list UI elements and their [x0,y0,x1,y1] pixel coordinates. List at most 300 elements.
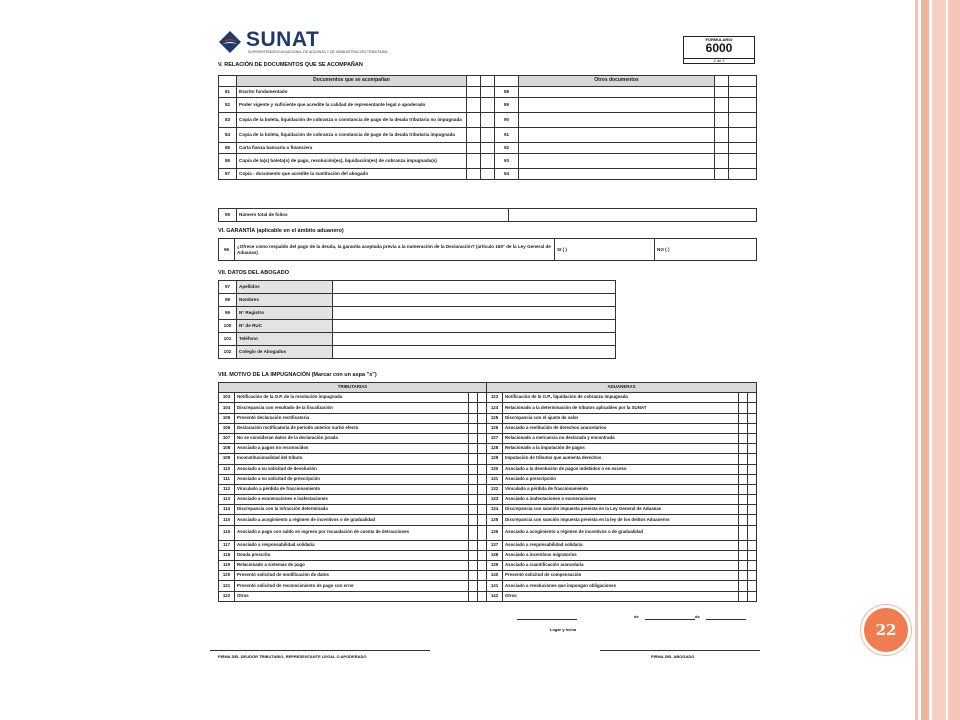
table-row [219,540,757,550]
row-label: Presentó solicitud de reconocimiento de pago con error [235,581,469,591]
row-label: Asociado a pagos no reconocidos [235,444,469,454]
checkbox-cell[interactable] [481,169,495,180]
signature-line [517,619,577,620]
row-code: 130 [487,464,503,474]
checkbox-cell[interactable] [739,444,748,454]
table-row [219,495,757,505]
row-label: Copia - documento que acredite la sustitución del abogado [237,169,467,180]
row-label: Vinculado a pérdida de fraccionamiento [235,484,469,494]
row-label: Copia de la boleta, liquidación de cobranza o constancia de pago de la deuda tributaria no impugnada [237,113,467,128]
taxpayer-signature-label: FIRMA DEL DEUDOR TRIBUTARIO, REPRESENTANTE LEGAL O APODERADO [218,654,367,659]
row-label: Escrito fundamentado [237,87,467,98]
row-code: 137 [487,540,503,550]
row-code: 140 [487,571,503,581]
row-label: Asociado a su solicitud de prescripción [235,474,469,484]
row-code: 138 [487,550,503,560]
checkbox-cell[interactable] [481,154,495,169]
row-code: 108 [219,444,235,454]
row-label: Asociado a cuantificación arancelaria [503,561,739,571]
checkbox-cell[interactable] [748,591,757,601]
right-decoration-stripe [915,0,918,720]
row-label: Asociado a responsabilidad solidaria [235,540,469,550]
checkbox-cell[interactable] [478,515,487,525]
text-field-cell[interactable] [333,346,616,359]
row-code: 121 [219,581,235,591]
checkbox-cell[interactable] [748,464,757,474]
row-code: 134 [487,505,503,515]
checkbox-cell[interactable] [739,393,748,403]
row-label: Presentó declaración rectificatoria [235,413,469,423]
table-row [219,423,757,433]
checkbox-cell[interactable] [739,550,748,560]
row-label: Relacionado a la imputación de pagos [503,444,739,454]
row-code: 86 [219,154,237,169]
checkbox-cell[interactable] [715,143,729,154]
checkbox-cell[interactable] [748,515,757,525]
row-code: 114 [219,505,235,515]
signature-line [645,619,695,620]
text-field-cell[interactable] [519,128,715,143]
guarantee-table [218,238,757,261]
row-code: 124 [487,403,503,413]
checkbox-cell[interactable] [748,505,757,515]
checkbox-cell[interactable] [469,423,478,433]
checkbox-cell[interactable] [478,505,487,515]
right-decoration-stripe [948,0,960,720]
row-code: 105 [219,413,235,423]
checkbox-cell[interactable] [748,550,757,560]
checkbox-cell[interactable] [469,454,478,464]
signature-line [210,650,430,651]
row-code: 104 [219,403,235,413]
table-row [219,209,757,222]
text-field-cell[interactable] [333,294,616,307]
checkbox-cell[interactable] [481,113,495,128]
checkbox-cell[interactable] [739,474,748,484]
checkbox-cell[interactable] [739,505,748,515]
row-label: Asociado a pago con saldo en ingreso por recaudación de cuenta de detracciones [235,525,469,540]
row-code: 112 [219,484,235,494]
row-label: Asociado a exoneraciones e inafectaciones [235,495,469,505]
row-label: Deuda prescrita [235,550,469,560]
table-row [219,154,757,169]
checkbox-cell[interactable] [739,403,748,413]
row-code: 109 [219,454,235,464]
text-field-cell[interactable] [333,320,616,333]
table-row [219,484,757,494]
checkbox-cell[interactable] [478,525,487,540]
row-code: 117 [219,540,235,550]
checkbox-cell[interactable] [739,540,748,550]
checkbox-cell[interactable] [748,495,757,505]
checkbox-cell[interactable] [469,393,478,403]
row-code: 96 [219,239,235,261]
checkbox-cell[interactable] [467,128,481,143]
checkbox-cell[interactable] [478,433,487,443]
row-code: 82 [219,98,237,113]
form-page [198,20,773,700]
table-header: Documentos que se acompañan [237,76,467,87]
lawyer-data-table [218,280,616,359]
table-cell [467,76,481,87]
text-field-cell[interactable] [519,113,715,128]
row-label: Poder vigente y suficiente que acredite la calidad de representante legal o apoderado [237,98,467,113]
row-label: Teléfono [237,333,333,346]
table-row [219,294,616,307]
checkbox-cell[interactable] [748,423,757,433]
checkbox-cell[interactable] [739,433,748,443]
row-code: 90 [495,113,519,128]
checkbox-cell[interactable] [748,444,757,454]
row-code: 139 [487,561,503,571]
table-row [219,113,757,128]
checkbox-cell[interactable] [715,87,729,98]
form-code-number: 6000 [705,41,733,56]
table-header: Otros documentos [519,76,715,87]
row-code: 136 [487,525,503,540]
row-code: 95 [219,209,237,222]
checkbox-cell[interactable] [729,169,757,180]
row-label: Número total de folios [237,209,509,222]
row-label: Presentó solicitud de modificación de datos [235,571,469,581]
table-row [219,581,757,591]
table-row [219,169,757,180]
table-row [219,403,757,413]
row-code: 94 [495,169,519,180]
row-label: Asociado a prescripción [503,474,739,484]
row-label: Nombres [237,294,333,307]
checkbox-cell[interactable] [478,403,487,413]
row-label: Declaración rectificatoria de periodo anterior surtió efecto [235,423,469,433]
row-code: 128 [487,444,503,454]
row-code: 91 [495,128,519,143]
checkbox-cell[interactable] [748,484,757,494]
row-label: Notificación de la O.P., liquidación de cobranza impugnada [503,393,739,403]
checkbox-cell[interactable] [467,154,481,169]
guarantee-question: ¿Ofrece como respaldo del pago de la deuda, la garantía aceptada previa a la numeración de la Declaración? (artículo 160° de la Ley General de Aduanas) [235,239,555,261]
row-label: N° Registro [237,307,333,320]
row-label: Discrepancia con la infracción determinada [235,505,469,515]
checkbox-cell[interactable] [748,403,757,413]
table-header-row [219,76,757,87]
signature-line [600,650,760,651]
checkbox-cell[interactable] [748,433,757,443]
table-cell [715,76,729,87]
row-code: 125 [487,413,503,423]
checkbox-cell[interactable] [739,413,748,423]
row-code: 98 [219,294,237,307]
row-code: 116 [219,525,235,540]
table-row [219,464,757,474]
row-label: Asociado a la devolución de pagos indebidos o en exceso [503,464,739,474]
table-row [219,571,757,581]
row-label: Relacionado a sistemas de pago [235,561,469,571]
checkbox-cell[interactable] [729,143,757,154]
checkbox-cell[interactable] [729,87,757,98]
place-and-date-label: Lugar y fecha [550,627,577,632]
challenge-reasons-table [218,382,757,602]
checkbox-cell[interactable] [739,464,748,474]
table-row [219,413,757,423]
checkbox-cell[interactable] [478,571,487,581]
checkbox-cell[interactable] [739,561,748,571]
slide-page-number: 22 [861,605,911,655]
checkbox-cell[interactable] [748,454,757,464]
row-code: 135 [487,515,503,525]
table-row [219,591,757,601]
row-code: 85 [219,143,237,154]
table-header: TRIBUTARIAS [219,383,487,393]
checkbox-cell[interactable] [729,154,757,169]
checkbox-cell[interactable] [481,98,495,113]
checkbox-cell[interactable] [715,98,729,113]
checkbox-cell[interactable] [478,413,487,423]
no-option[interactable]: NO ( ) [655,239,757,261]
checkbox-cell[interactable] [481,143,495,154]
table-row [219,98,757,113]
table-row [219,307,616,320]
checkbox-cell[interactable] [739,454,748,464]
table-row [219,505,757,515]
row-code: 102 [219,346,237,359]
table-row [219,320,616,333]
checkbox-cell[interactable] [729,113,757,128]
checkbox-cell[interactable] [715,154,729,169]
checkbox-cell[interactable] [748,571,757,581]
checkbox-cell[interactable] [469,444,478,454]
row-label: Vinculado a pérdida de fraccionamiento [503,484,739,494]
text-field-cell[interactable] [519,169,715,180]
table-row [219,525,757,540]
row-code: 127 [487,433,503,443]
table-row [219,128,757,143]
table-row [219,87,757,98]
checkbox-cell[interactable] [467,87,481,98]
sunat-logo-mark-icon [218,30,242,54]
text-field-cell[interactable] [519,87,715,98]
table-header: ADUANERAS [487,383,757,393]
checkbox-cell[interactable] [739,484,748,494]
row-code: 122 [219,591,235,601]
row-code: 118 [219,550,235,560]
row-code: 84 [219,128,237,143]
row-label: Asociado a incentivos migratorios [503,550,739,560]
row-label: Relacionado a la determinación de tributos aplicables por la SUNAT [503,403,739,413]
checkbox-cell[interactable] [478,454,487,464]
row-label: Otros [503,591,739,601]
checkbox-cell[interactable] [469,474,478,484]
checkbox-cell[interactable] [469,525,478,540]
checkbox-cell[interactable] [469,413,478,423]
section-title: V. RELACIÓN DE DOCUMENTOS QUE SE ACOMPAÑAN [218,62,363,68]
checkbox-cell[interactable] [739,423,748,433]
checkbox-cell[interactable] [715,169,729,180]
checkbox-cell[interactable] [748,474,757,484]
text-field-cell[interactable] [519,154,715,169]
text-field-cell[interactable] [333,307,616,320]
section-title: VI. GARANTÍA (aplicable en el ámbito aduanero) [218,228,344,234]
row-label: Inconstitucionalidad del tributo [235,454,469,464]
row-code: 92 [495,143,519,154]
checkbox-cell[interactable] [469,515,478,525]
checkbox-cell[interactable] [739,515,748,525]
row-code: 126 [487,423,503,433]
signature-line [706,619,746,620]
row-label: Discrepancia con sanción impuesta prevista en la Ley General de Aduanas [503,505,739,515]
row-code: 93 [495,154,519,169]
row-label: Asociado a acogimiento a régimen de incentivos o de gradualidad [235,515,469,525]
row-label: Asociado a responsabilidad solidaria [503,540,739,550]
date-connector: de [695,614,700,619]
documents-table [218,75,757,180]
row-label: No se consideran datos de la declaración jurada [235,433,469,443]
row-label: Colegio de Abogados [237,346,333,359]
checkbox-cell[interactable] [478,591,487,601]
checkbox-cell[interactable] [478,540,487,550]
row-code: 119 [219,561,235,571]
row-code: 129 [487,454,503,464]
checkbox-cell[interactable] [748,581,757,591]
checkbox-cell[interactable] [739,581,748,591]
checkbox-cell[interactable] [729,98,757,113]
row-label: Apellidos [237,281,333,294]
checkbox-cell[interactable] [748,413,757,423]
row-code: 100 [219,320,237,333]
row-code: 88 [495,87,519,98]
checkbox-cell[interactable] [748,393,757,403]
form-code-box [683,36,755,64]
table-row [219,550,757,560]
row-label: Copia de la(s) boleta(s) de pago, resolución(es), liquidación(es) de cobranza impugnada(s) [237,154,467,169]
checkbox-cell[interactable] [478,484,487,494]
row-code: 142 [487,591,503,601]
checkbox-cell[interactable] [748,561,757,571]
row-label: Relacionado a mercancía no declarada y encontrada [503,433,739,443]
row-label: Discrepancia con sanción impuesta prevista en la ley de los delitos Aduaneros [503,515,739,525]
checkbox-cell[interactable] [481,128,495,143]
table-row [219,515,757,525]
table-row [219,393,757,403]
checkbox-cell[interactable] [715,113,729,128]
right-decoration-stripe [932,0,946,720]
checkbox-cell[interactable] [739,525,748,540]
checkbox-cell[interactable] [739,571,748,581]
form-code-label: FORMULARIO [705,37,733,42]
row-label: Otros [235,591,469,601]
checkbox-cell[interactable] [469,464,478,474]
text-field-cell[interactable] [333,281,616,294]
table-row [219,474,757,484]
row-label: Asociado a restitución de derechos arancelarios [503,423,739,433]
row-code: 141 [487,581,503,591]
row-label: Asociado a acogimiento a régimen de incentivos o de gradualidad [503,525,739,540]
table-header-row [219,383,757,393]
row-code: 113 [219,495,235,505]
row-code: 107 [219,433,235,443]
row-label: Carta fianza bancaria o financiera [237,143,467,154]
checkbox-cell[interactable] [469,505,478,515]
checkbox-cell[interactable] [469,591,478,601]
total-folios-table [218,208,757,222]
row-code: 133 [487,495,503,505]
checkbox-cell[interactable] [478,495,487,505]
table-row [219,444,757,454]
table-cell [219,76,237,87]
checkbox-cell[interactable] [469,571,478,581]
row-code: 89 [495,98,519,113]
row-code: 110 [219,464,235,474]
row-label: Discrepancia con resultado de la fiscalización [235,403,469,413]
checkbox-cell[interactable] [469,561,478,571]
row-label: Notificación de la O.P. de la resolución impugnada [235,393,469,403]
row-label: Copia de la boleta, liquidación de cobranza o constancia de pago de la deuda tributaria impugnada [237,128,467,143]
logo-wordmark: SUNAT [246,28,320,51]
section-title: VII. DATOS DEL ABOGADO [218,270,289,276]
checkbox-cell[interactable] [467,169,481,180]
table-row [219,143,757,154]
checkbox-cell[interactable] [715,128,729,143]
checkbox-cell[interactable] [478,474,487,484]
text-field-cell[interactable] [509,209,757,222]
checkbox-cell[interactable] [729,128,757,143]
table-row [219,333,616,346]
row-code: 120 [219,571,235,581]
checkbox-cell[interactable] [739,495,748,505]
checkbox-cell[interactable] [478,550,487,560]
table-cell [481,76,495,87]
checkbox-cell[interactable] [748,540,757,550]
checkbox-cell[interactable] [478,444,487,454]
checkbox-cell[interactable] [739,591,748,601]
row-label: Imputación de tributos que aumenta derechos [503,454,739,464]
row-label: Discrepancia con el ajuste de valor [503,413,739,423]
row-code: 81 [219,87,237,98]
checkbox-cell[interactable] [469,581,478,591]
lawyer-signature-label: FIRMA DEL ABOGADO [651,654,695,659]
row-label: Asociado a resoluciones que impongan obligaciones [503,581,739,591]
text-field-cell[interactable] [333,333,616,346]
table-row [219,346,616,359]
row-code: 97 [219,281,237,294]
row-label: N° de RUC [237,320,333,333]
checkbox-cell[interactable] [469,540,478,550]
checkbox-cell[interactable] [478,423,487,433]
checkbox-cell[interactable] [469,550,478,560]
checkbox-cell[interactable] [478,464,487,474]
checkbox-cell[interactable] [469,495,478,505]
checkbox-cell[interactable] [469,403,478,413]
table-row [219,561,757,571]
row-code: 101 [219,333,237,346]
checkbox-cell[interactable] [467,113,481,128]
text-field-cell[interactable] [519,98,715,113]
checkbox-cell[interactable] [467,98,481,113]
form-page-indicator: 2 de 2 [684,58,754,63]
text-field-cell[interactable] [519,143,715,154]
checkbox-cell[interactable] [478,581,487,591]
checkbox-cell[interactable] [478,393,487,403]
right-decoration-stripe [921,0,929,720]
yes-option[interactable]: SI ( ) [555,239,655,261]
row-label: Asociado a su solicitud de devolución [235,464,469,474]
checkbox-cell[interactable] [481,87,495,98]
checkbox-cell[interactable] [469,484,478,494]
row-code: 115 [219,515,235,525]
checkbox-cell[interactable] [467,143,481,154]
checkbox-cell[interactable] [748,525,757,540]
checkbox-cell[interactable] [469,433,478,443]
checkbox-cell[interactable] [478,561,487,571]
